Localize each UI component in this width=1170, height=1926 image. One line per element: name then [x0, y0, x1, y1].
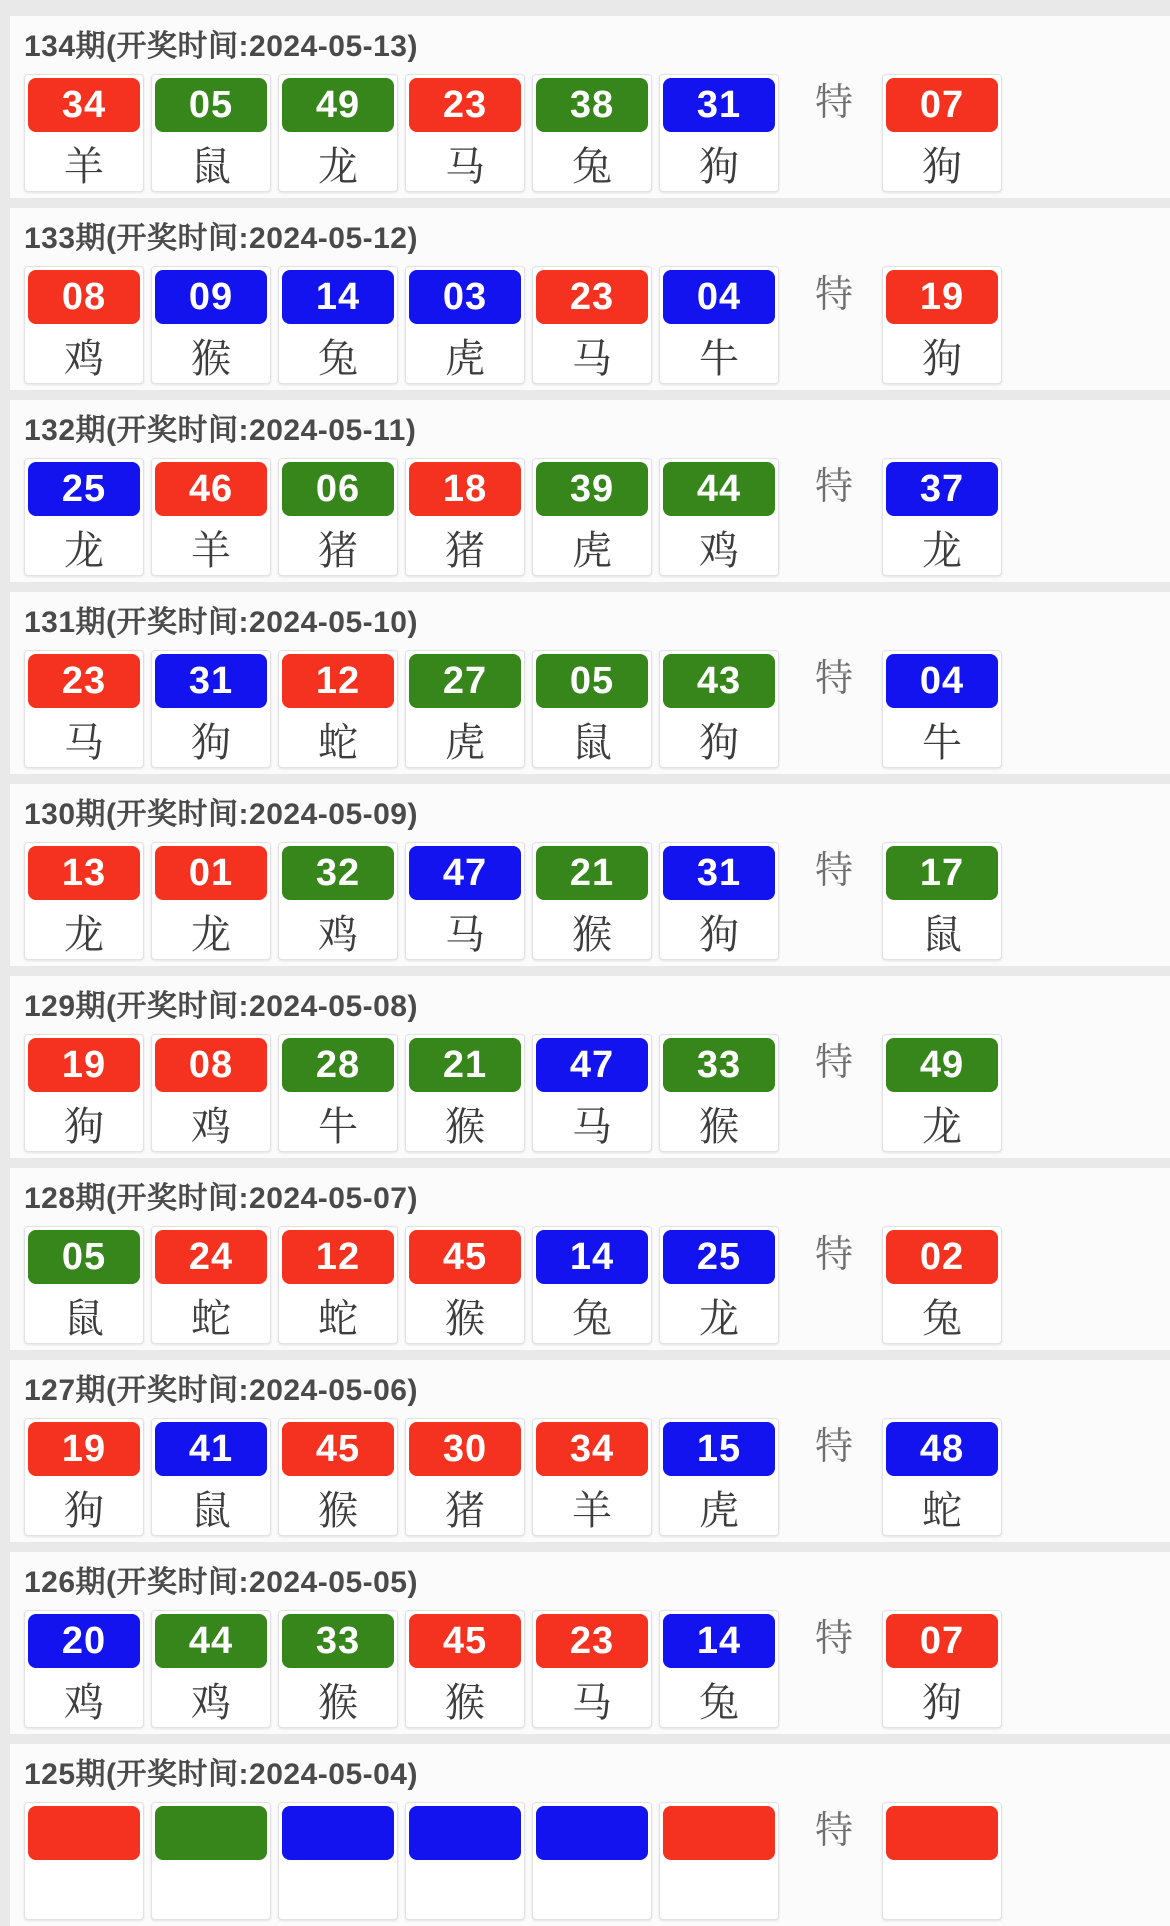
- special-label: 特: [814, 1426, 853, 1468]
- ball-number: 17: [886, 846, 998, 900]
- ball-zodiac: 猴: [699, 1104, 739, 1149]
- ball-cell-3: [278, 1610, 398, 1728]
- special-ball-cell: [882, 1034, 1002, 1152]
- ball-number: 21: [409, 1038, 521, 1092]
- ball-zodiac: 龙: [64, 912, 104, 957]
- special-ball-cell: [882, 1418, 1002, 1536]
- ball-cell-1: [24, 1034, 144, 1152]
- ball-zodiac: 猴: [318, 1680, 358, 1725]
- ball-number: 14: [536, 1230, 648, 1284]
- ball-zodiac: 鼠: [191, 1488, 231, 1533]
- ball-zodiac: 狗: [64, 1104, 104, 1149]
- special-label: 特: [814, 658, 853, 700]
- ball-number: 13: [28, 846, 140, 900]
- ball-cell-5: [532, 1802, 652, 1920]
- special-ball-cell: [882, 1226, 1002, 1344]
- ball-number: 38: [536, 78, 648, 132]
- ball-number: 45: [282, 1422, 394, 1476]
- special-ball-cell: [882, 650, 1002, 768]
- ball-cell-5: [532, 1610, 652, 1728]
- ball-cell-4: [405, 1802, 525, 1920]
- ball-cell-3: [278, 842, 398, 960]
- ball-zodiac: 蛇: [318, 720, 358, 765]
- ball-cell-5: [532, 650, 652, 768]
- draw-section-128: [10, 1168, 1170, 1350]
- ball-cell-4: [405, 1034, 525, 1152]
- ball-number: 21: [536, 846, 648, 900]
- special-ball-cell: [882, 1802, 1002, 1920]
- ball-cell-2: [151, 1418, 271, 1536]
- ball-zodiac: 鸡: [191, 1680, 231, 1725]
- ball-zodiac: 龙: [191, 912, 231, 957]
- ball-cell-2: [151, 74, 271, 192]
- ball-number: 23: [409, 78, 521, 132]
- ball-zodiac: [533, 1863, 651, 1919]
- ball-cell-5: [532, 266, 652, 384]
- ball-cell-4: [405, 266, 525, 384]
- ball-zodiac: 鸡: [64, 336, 104, 381]
- ball-zodiac: 虎: [445, 720, 485, 765]
- ball-cell-4: [405, 1226, 525, 1344]
- ball-cell-3: [278, 1802, 398, 1920]
- ball-number: [409, 1806, 521, 1860]
- ball-number: 32: [282, 846, 394, 900]
- ball-zodiac: 狗: [699, 144, 739, 189]
- draw-period-header: 132期(开奖时间:2024-05-11): [24, 414, 417, 447]
- ball-zodiac: 马: [572, 1680, 612, 1725]
- draw-period-header: 127期(开奖时间:2024-05-06): [24, 1374, 418, 1407]
- draw-period-header: 128期(开奖时间:2024-05-07): [24, 1182, 418, 1215]
- draw-period-header: 131期(开奖时间:2024-05-10): [24, 606, 418, 639]
- ball-row: [24, 650, 1170, 768]
- ball-zodiac: 兔: [922, 1296, 962, 1341]
- ball-number: 15: [663, 1422, 775, 1476]
- ball-zodiac: 羊: [572, 1488, 612, 1533]
- ball-number: 05: [28, 1230, 140, 1284]
- draw-period-header: 134期(开奖时间:2024-05-13): [24, 30, 418, 63]
- ball-cell-4: [405, 458, 525, 576]
- ball-zodiac: 虎: [445, 336, 485, 381]
- draw-section-126: [10, 1552, 1170, 1734]
- special-label: 特: [814, 466, 853, 508]
- special-label: 特: [814, 274, 853, 316]
- ball-cell-6: [659, 458, 779, 576]
- ball-zodiac: 蛇: [191, 1296, 231, 1341]
- ball-number: 30: [409, 1422, 521, 1476]
- ball-number: 47: [409, 846, 521, 900]
- ball-cell-5: [532, 458, 652, 576]
- ball-zodiac: 龙: [922, 528, 962, 573]
- ball-cell-6: [659, 1226, 779, 1344]
- special-ball-cell: [882, 1610, 1002, 1728]
- ball-cell-3: [278, 1418, 398, 1536]
- ball-cell-4: [405, 74, 525, 192]
- ball-zodiac: 鸡: [64, 1680, 104, 1725]
- ball-number: 28: [282, 1038, 394, 1092]
- ball-cell-6: [659, 1034, 779, 1152]
- ball-cell-6: [659, 1418, 779, 1536]
- ball-cell-1: [24, 1226, 144, 1344]
- draw-period-header: 125期(开奖时间:2024-05-04): [24, 1758, 418, 1791]
- ball-zodiac: 蛇: [922, 1488, 962, 1533]
- ball-cell-2: [151, 1610, 271, 1728]
- ball-zodiac: 龙: [64, 528, 104, 573]
- ball-zodiac: 牛: [699, 336, 739, 381]
- ball-cell-2: [151, 1802, 271, 1920]
- ball-zodiac: 兔: [572, 144, 612, 189]
- ball-zodiac: 狗: [922, 144, 962, 189]
- ball-number: 43: [663, 654, 775, 708]
- ball-zodiac: 马: [445, 144, 485, 189]
- ball-row: [24, 842, 1170, 960]
- ball-zodiac: [883, 1863, 1001, 1919]
- ball-row: [24, 1034, 1170, 1152]
- ball-zodiac: 鼠: [191, 144, 231, 189]
- ball-number: [155, 1806, 267, 1860]
- ball-cell-4: [405, 1610, 525, 1728]
- ball-number: 05: [536, 654, 648, 708]
- ball-zodiac: [660, 1863, 778, 1919]
- ball-row: [24, 1418, 1170, 1536]
- ball-number: 25: [28, 462, 140, 516]
- ball-cell-1: [24, 74, 144, 192]
- special-ball-cell: [882, 458, 1002, 576]
- ball-cell-1: [24, 1610, 144, 1728]
- ball-number: 01: [155, 846, 267, 900]
- ball-cell-6: [659, 842, 779, 960]
- ball-zodiac: 猪: [445, 528, 485, 573]
- ball-row: [24, 1802, 1170, 1920]
- ball-zodiac: 狗: [922, 336, 962, 381]
- ball-number: 20: [28, 1614, 140, 1668]
- ball-zodiac: 羊: [64, 144, 104, 189]
- ball-cell-1: [24, 842, 144, 960]
- ball-number: 19: [28, 1038, 140, 1092]
- ball-cell-5: [532, 1226, 652, 1344]
- ball-number: 08: [155, 1038, 267, 1092]
- ball-number: 14: [663, 1614, 775, 1668]
- ball-zodiac: 牛: [318, 1104, 358, 1149]
- ball-cell-2: [151, 842, 271, 960]
- ball-number: 39: [536, 462, 648, 516]
- ball-zodiac: 羊: [191, 528, 231, 573]
- ball-cell-4: [405, 1418, 525, 1536]
- ball-number: 07: [886, 1614, 998, 1668]
- ball-cell-5: [532, 842, 652, 960]
- ball-cell-4: [405, 842, 525, 960]
- ball-number: 19: [886, 270, 998, 324]
- draw-period-header: 129期(开奖时间:2024-05-08): [24, 990, 418, 1023]
- ball-zodiac: [279, 1863, 397, 1919]
- draw-section-132: [10, 400, 1170, 582]
- ball-zodiac: 猴: [445, 1104, 485, 1149]
- ball-number: 27: [409, 654, 521, 708]
- ball-cell-2: [151, 1034, 271, 1152]
- ball-number: 19: [28, 1422, 140, 1476]
- ball-cell-4: [405, 650, 525, 768]
- ball-row: [24, 1610, 1170, 1728]
- ball-zodiac: 狗: [922, 1680, 962, 1725]
- ball-zodiac: 马: [572, 336, 612, 381]
- special-label: 特: [814, 850, 853, 892]
- ball-zodiac: 虎: [572, 528, 612, 573]
- ball-zodiac: [152, 1863, 270, 1919]
- ball-number: 31: [663, 78, 775, 132]
- ball-number: 45: [409, 1614, 521, 1668]
- ball-row: [24, 74, 1170, 192]
- draw-section-127: [10, 1360, 1170, 1542]
- ball-number: [28, 1806, 140, 1860]
- ball-number: 18: [409, 462, 521, 516]
- ball-number: 33: [282, 1614, 394, 1668]
- ball-cell-5: [532, 1034, 652, 1152]
- ball-number: [886, 1806, 998, 1860]
- ball-number: 31: [155, 654, 267, 708]
- ball-number: 03: [409, 270, 521, 324]
- ball-number: 34: [536, 1422, 648, 1476]
- ball-number: 31: [663, 846, 775, 900]
- ball-zodiac: 兔: [572, 1296, 612, 1341]
- ball-cell-5: [532, 1418, 652, 1536]
- ball-cell-3: [278, 74, 398, 192]
- ball-number: 48: [886, 1422, 998, 1476]
- ball-cell-2: [151, 650, 271, 768]
- ball-zodiac: 马: [572, 1104, 612, 1149]
- ball-cell-6: [659, 74, 779, 192]
- ball-cell-6: [659, 650, 779, 768]
- ball-zodiac: 鸡: [191, 1104, 231, 1149]
- ball-zodiac: 猴: [572, 912, 612, 957]
- ball-number: 12: [282, 654, 394, 708]
- ball-cell-3: [278, 1226, 398, 1344]
- ball-number: 45: [409, 1230, 521, 1284]
- ball-zodiac: 龙: [922, 1104, 962, 1149]
- draw-section-134: [10, 16, 1170, 198]
- ball-number: 47: [536, 1038, 648, 1092]
- draw-section-129: [10, 976, 1170, 1158]
- ball-number: 08: [28, 270, 140, 324]
- ball-zodiac: 鼠: [572, 720, 612, 765]
- ball-number: 49: [886, 1038, 998, 1092]
- ball-zodiac: 狗: [699, 912, 739, 957]
- ball-number: 02: [886, 1230, 998, 1284]
- ball-number: 33: [663, 1038, 775, 1092]
- ball-zodiac: 龙: [699, 1296, 739, 1341]
- ball-zodiac: 马: [445, 912, 485, 957]
- special-label: 特: [814, 1234, 853, 1276]
- ball-number: 14: [282, 270, 394, 324]
- ball-cell-2: [151, 1226, 271, 1344]
- ball-cell-1: [24, 1418, 144, 1536]
- ball-number: [536, 1806, 648, 1860]
- draw-section-125: [10, 1744, 1170, 1926]
- ball-zodiac: 猴: [191, 336, 231, 381]
- ball-number: 41: [155, 1422, 267, 1476]
- ball-zodiac: 狗: [191, 720, 231, 765]
- ball-zodiac: 猴: [318, 1488, 358, 1533]
- ball-zodiac: 鸡: [699, 528, 739, 573]
- ball-number: 04: [886, 654, 998, 708]
- ball-cell-6: [659, 1610, 779, 1728]
- ball-number: 44: [663, 462, 775, 516]
- special-label: 特: [814, 1042, 853, 1084]
- ball-zodiac: 猴: [445, 1680, 485, 1725]
- draw-section-130: [10, 784, 1170, 966]
- ball-number: 37: [886, 462, 998, 516]
- ball-cell-3: [278, 1034, 398, 1152]
- ball-cell-6: [659, 266, 779, 384]
- special-ball-cell: [882, 842, 1002, 960]
- special-label: 特: [814, 82, 853, 124]
- ball-zodiac: 猪: [445, 1488, 485, 1533]
- special-label: 特: [814, 1618, 853, 1660]
- ball-cell-6: [659, 1802, 779, 1920]
- ball-number: 05: [155, 78, 267, 132]
- ball-cell-3: [278, 458, 398, 576]
- ball-zodiac: 龙: [318, 144, 358, 189]
- ball-number: 44: [155, 1614, 267, 1668]
- ball-cell-3: [278, 266, 398, 384]
- ball-number: 12: [282, 1230, 394, 1284]
- ball-cell-2: [151, 266, 271, 384]
- ball-number: 06: [282, 462, 394, 516]
- ball-zodiac: 兔: [318, 336, 358, 381]
- draw-period-header: 126期(开奖时间:2024-05-05): [24, 1566, 418, 1599]
- ball-number: 46: [155, 462, 267, 516]
- ball-zodiac: [406, 1863, 524, 1919]
- ball-cell-1: [24, 458, 144, 576]
- ball-zodiac: 蛇: [318, 1296, 358, 1341]
- ball-cell-3: [278, 650, 398, 768]
- ball-zodiac: 狗: [64, 1488, 104, 1533]
- special-label: 特: [814, 1810, 853, 1852]
- ball-zodiac: 猪: [318, 528, 358, 573]
- ball-cell-1: [24, 1802, 144, 1920]
- ball-number: [282, 1806, 394, 1860]
- ball-number: 49: [282, 78, 394, 132]
- ball-row: [24, 458, 1170, 576]
- draw-section-131: [10, 592, 1170, 774]
- ball-row: [24, 1226, 1170, 1344]
- special-ball-cell: [882, 266, 1002, 384]
- ball-cell-2: [151, 458, 271, 576]
- ball-zodiac: 鼠: [64, 1296, 104, 1341]
- ball-number: 34: [28, 78, 140, 132]
- ball-zodiac: 牛: [922, 720, 962, 765]
- ball-number: 09: [155, 270, 267, 324]
- ball-zodiac: 鸡: [318, 912, 358, 957]
- ball-cell-1: [24, 650, 144, 768]
- ball-number: 23: [28, 654, 140, 708]
- ball-zodiac: 猴: [445, 1296, 485, 1341]
- ball-zodiac: 鼠: [922, 912, 962, 957]
- ball-number: 24: [155, 1230, 267, 1284]
- ball-cell-1: [24, 266, 144, 384]
- ball-zodiac: [25, 1863, 143, 1919]
- ball-number: 04: [663, 270, 775, 324]
- ball-zodiac: 马: [64, 720, 104, 765]
- ball-number: 25: [663, 1230, 775, 1284]
- ball-row: [24, 266, 1170, 384]
- ball-cell-5: [532, 74, 652, 192]
- ball-number: 23: [536, 270, 648, 324]
- special-ball-cell: [882, 74, 1002, 192]
- ball-number: 07: [886, 78, 998, 132]
- draw-section-133: [10, 208, 1170, 390]
- ball-number: 23: [536, 1614, 648, 1668]
- ball-zodiac: 兔: [699, 1680, 739, 1725]
- ball-zodiac: 虎: [699, 1488, 739, 1533]
- draw-period-header: 130期(开奖时间:2024-05-09): [24, 798, 418, 831]
- ball-zodiac: 狗: [699, 720, 739, 765]
- draw-period-header: 133期(开奖时间:2024-05-12): [24, 222, 418, 255]
- ball-number: [663, 1806, 775, 1860]
